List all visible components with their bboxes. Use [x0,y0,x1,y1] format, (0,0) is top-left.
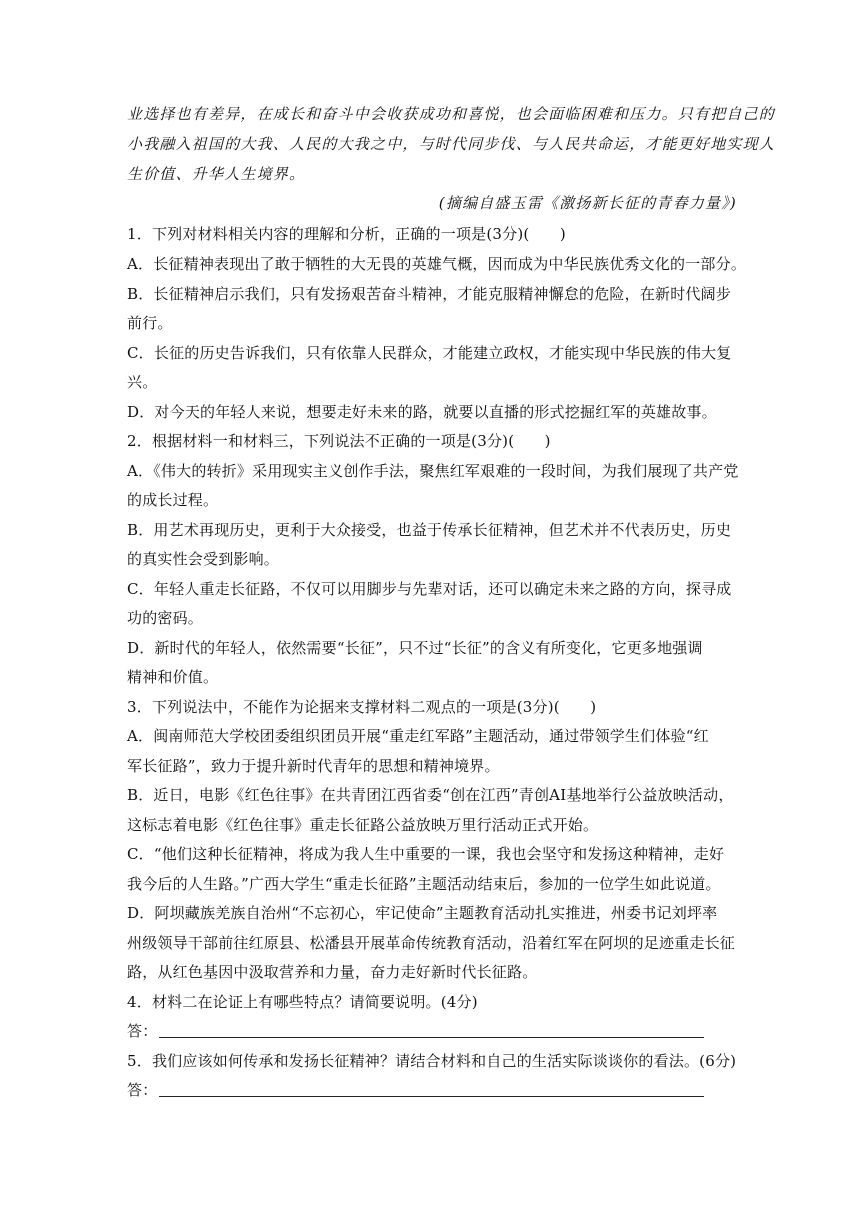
question-3-option-d: D．阿坝藏族羌族自治州“不忘初心，牢记使命”主题教育活动扎实推进，州委书记刘坪率 [127,904,718,922]
question-1-option-c: C．长征的历史告诉我们，只有依靠人民群众，才能建立政权，才能实现中华民族的伟大复 [127,344,732,362]
question-2-option-d: D．新时代的年轻人，依然需要“长征”，只不过“长征”的含义有所变化，它更多地强调 [127,639,703,657]
question-3-option-d-cont2: 路，从红色基因中汲取营养和力量，奋力走好新时代长征路。 [127,963,538,981]
question-5-answer[interactable] [127,1080,737,1100]
question-3-stem: 3．下列说法中，不能作为论据来支撑材料二观点的一项是(3分)( ) [127,698,597,716]
question-2-option-c: C．年轻人重走长征路，不仅可以用脚步与先辈对话，还可以确定未来之路的方向，探寻成 [127,580,732,598]
passage-line: 生价值、升华人生境界。 [127,165,306,183]
passage-line: 小我融入祖国的大我、人民的大我之中，与时代同步伐、与人民共命运，才能更好地实现人 [127,135,776,153]
question-1-option-d: D．对今天的年轻人来说，想要走好未来的路，就要以直播的形式挖掘红军的英雄故事。 [127,403,717,421]
question-2-option-a: A．《伟大的转折》采用现实主义创作手法，聚焦红军艰难的一段时间，为我们展现了共产党 [127,462,739,480]
question-2-option-c-cont: 功的密码。 [127,609,204,627]
question-2-option-a-cont: 的成长过程。 [127,491,219,509]
question-4-stem: 4．材料二在论证上有哪些特点？请简要说明。(4分) [127,993,478,1011]
passage-source: (摘编自盛玉雷《激扬新长征的青春力量》) [438,194,737,212]
question-2-option-b-cont: 的真实性会受到影响。 [127,550,280,568]
answer-label: 答： [127,1081,158,1099]
question-1-option-c-cont: 兴。 [127,373,158,391]
question-2-stem: 2．根据材料一和材料三，下列说法不正确的一项是(3分)( ) [127,432,551,450]
question-3-option-d-cont: 州级领导干部前往红原县、松潘县开展革命传统教育活动，沿着红军在阿坝的足迹重走长征 [127,934,736,952]
answer-label: 答： [127,1022,158,1040]
question-1-option-a: A．长征精神表现出了敢于牺牲的大无畏的英雄气概，因而成为中华民族优秀文化的一部分。 [127,255,747,273]
question-3-option-b: B．近日，电影《红色往事》在共青团江西省委“创在江西”青创AI基地举行公益放映活动， [127,786,734,804]
answer-line[interactable] [159,1036,704,1038]
answer-line[interactable] [159,1095,704,1097]
passage-line: 业选择也有差异，在成长和奋斗中会收获成功和喜悦，也会面临困难和压力。只有把自己的 [127,105,776,123]
question-3-option-c-cont: 我今后的人生路。”广西大学生“重走长征路”主题活动结束后，参加的一位学生如此说道。 [127,875,721,893]
question-3-option-c: C．“他们这种长征精神，将成为我人生中重要的一课，我也会坚守和发扬这种精神，走好 [127,845,725,863]
question-1-option-b-cont: 前行。 [127,314,173,332]
question-3-option-a-cont: 军长征路”，致力于提升新时代青年的思想和精神境界。 [127,757,500,775]
question-1-stem: 1．下列对材料相关内容的理解和分析，正确的一项是(3分)( ) [127,225,566,243]
question-5-stem: 5．我们应该如何传承和发扬长征精神？请结合材料和自己的生活实际谈谈你的看法。(6分) [127,1052,737,1070]
question-3-option-b-cont: 这标志着电影《红色往事》重走长征路公益放映万里行活动正式开始。 [127,816,599,834]
question-2-option-b: B．用艺术再现历史，更利于大众接受，也益于传承长征精神，但艺术并不代表历史，历史 [127,521,732,539]
question-1-option-b: B．长征精神启示我们，只有发扬艰苦奋斗精神，才能克服精神懈怠的危险，在新时代阔步 [127,285,732,303]
question-3-option-a: A．闽南师范大学校团委组织团员开展“重走红军路”主题活动，通过带领学生们体验“红 [127,727,709,745]
question-2-option-d-cont: 精神和价值。 [127,668,219,686]
question-4-answer[interactable] [127,1021,737,1041]
